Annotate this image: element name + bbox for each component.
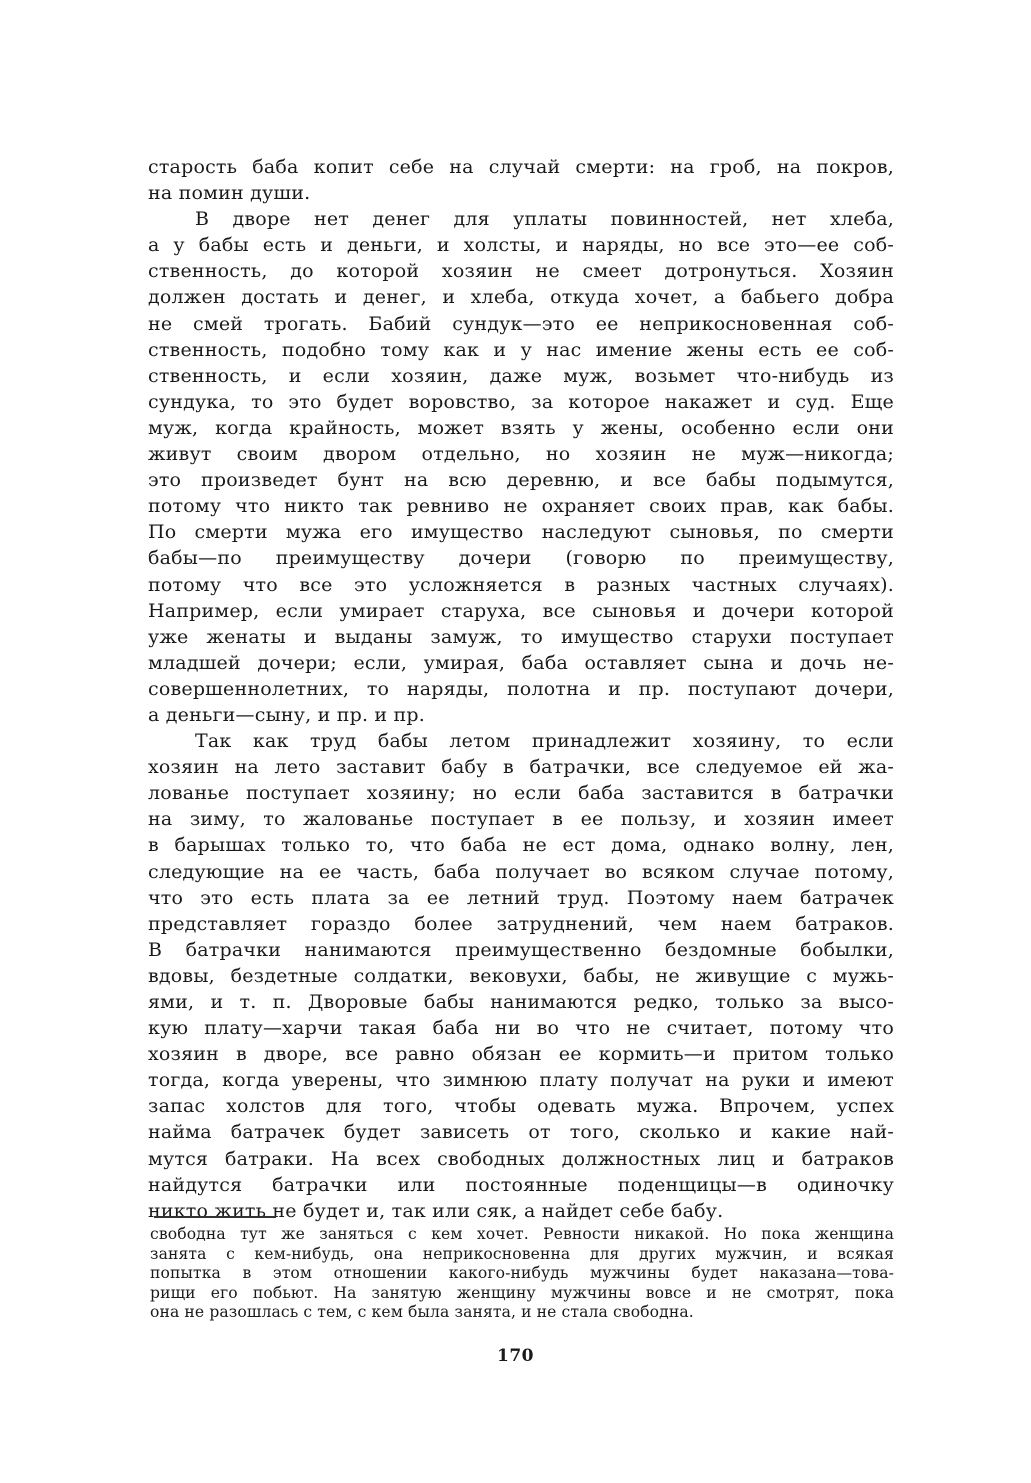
text-line: вдовы, бездетные солдатки, вековухи, бабы, не живущие с мужь- [148, 964, 894, 987]
footnote [150, 1225, 894, 1323]
text-line: потому что все это усложняется в разных частных случаях). [148, 573, 894, 596]
text-line: на зиму, то жалованье поступает в ее пользу, и хозяин имеет [148, 808, 894, 831]
text-line: бабы—по преимуществу дочери (говорю по преимуществу, [148, 547, 894, 570]
footnote-line: попытка в этом отношении какого-нибудь мужчины будет наказана—това- [150, 1264, 894, 1283]
text-line: потому что никто так ревниво не охраняет своих прав, как бабы. [148, 495, 894, 518]
text-line: сундука, то это будет воровство, за которое накажет и суд. Еще [148, 390, 894, 413]
text-line: ственность, до которой хозяин не смеет дотронуться. Хозяин [148, 260, 894, 283]
footnote-line: она не разошлась с тем, с кем была занята, и не стала свободна. [150, 1303, 694, 1322]
text-line: что это есть плата за ее летний труд. Поэтому наем батрачек [148, 886, 894, 909]
text-line: младшей дочери; если, умирая, баба оставляет сына и дочь не- [148, 651, 894, 674]
footnote-line: занята с кем-нибудь, она неприкосновенна для других мужчин, и всякая [150, 1244, 894, 1263]
text-line: это произведет бунт на всю деревню, и все бабы подымутся, [148, 469, 894, 492]
text-line: найдутся батрачки или постоянные поденщицы—в одиночку [148, 1173, 894, 1196]
text-line: должен достать и денег, и хлеба, откуда хочет, а бабьего добра [148, 286, 894, 309]
text-line: а деньги—сыну, и пр. и пр. [148, 703, 425, 726]
text-line: кую плату—харчи такая баба ни во что не считает, потому что [148, 1017, 894, 1040]
text-line: никто жить не будет и, так или сяк, а найдет себе бабу. [148, 1199, 724, 1222]
text-line: представляет гораздо более затруднений, чем наем батраков. [148, 912, 894, 935]
text-line: уже женаты и выданы замуж, то имущество старухи поступает [148, 625, 894, 648]
text-line: совершеннолетних, то наряды, полотна и пр. поступают дочери, [148, 677, 894, 700]
text-line: а у бабы есть и деньги, и холсты, и наряды, но все это—ее соб- [148, 234, 894, 257]
text-line: лованье поступает хозяину; но если баба заставится в батрачки [148, 782, 894, 805]
text-line: хозяин на лето заставит бабу в батрачки, все следуемое ей жа- [148, 756, 894, 779]
text-line: не смей трогать. Бабий сундук—это ее неприкосновенная соб- [148, 312, 894, 335]
text-line: запас холстов для того, чтобы одевать мужа. Впрочем, успех [148, 1095, 894, 1118]
text-line: В дворе нет денег для уплаты повинностей, нет хлеба, [195, 208, 894, 231]
text-line: в барышах только то, что баба не ест дома, однако волну, лен, [148, 834, 894, 857]
page-number: 170 [497, 1346, 534, 1366]
text-line: мутся батраки. На всех свободных должностных лиц и батраков [148, 1147, 894, 1170]
text-line: на помин души. [148, 182, 311, 205]
text-line: В батрачки нанимаются преимущественно бездомные бобылки, [148, 938, 894, 961]
text-line: старость баба копит себе на случай смерти: на гроб, на покров, [148, 156, 894, 178]
text-line: ями, и т. п. Дворовые бабы нанимаются редко, только за высо- [148, 991, 894, 1013]
text-line: живут своим двором отдельно, но хозяин не муж—никогда; [148, 443, 894, 466]
text-line: муж, когда крайность, может взять у жены, особенно если они [148, 416, 894, 439]
footnote-line: рищи его побьют. На занятую женщину мужчины вовсе и не смотрят, пока [150, 1283, 894, 1302]
text-line: ственность, и если хозяин, даже муж, возьмет что-нибудь из [148, 364, 894, 387]
text-line: найма батрачек будет зависеть от того, сколько и какие най- [148, 1121, 894, 1144]
text-line: тогда, когда уверены, что зимнюю плату получат на руки и имеют [148, 1069, 894, 1092]
text-line: следующие на ее часть, баба получает во всяком случае потому, [148, 860, 894, 883]
text-line: ственность, подобно тому как и у нас имение жены есть ее соб- [148, 338, 894, 361]
footnote-line: свободна тут же заняться с кем хочет. Ревности никакой. Но пока женщина [150, 1225, 894, 1243]
text-line: хозяин в дворе, все равно обязан ее кормить—и притом только [148, 1043, 894, 1066]
text-line: Так как труд бабы летом принадлежит хозяину, то если [195, 730, 894, 753]
text-line: По смерти мужа его имущество наследуют сыновья, по смерти [148, 521, 894, 544]
main-text [148, 154, 894, 1224]
text-line: Например, если умирает старуха, все сыновья и дочери которой [148, 599, 894, 622]
footnote-divider [154, 1216, 276, 1218]
